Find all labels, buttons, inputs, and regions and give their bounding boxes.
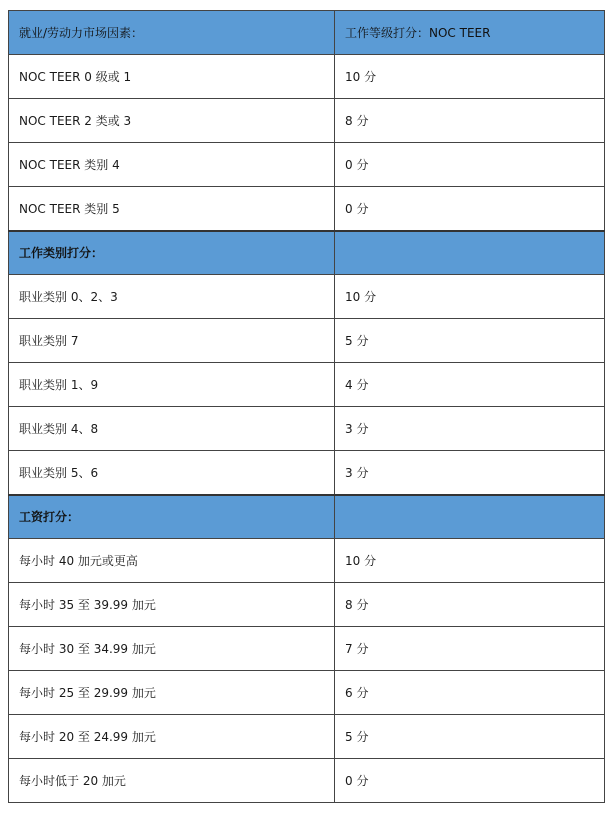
table-row bbox=[9, 99, 605, 143]
table-row bbox=[9, 627, 605, 671]
row-score: 3 分 bbox=[335, 407, 605, 451]
table-row bbox=[9, 187, 605, 231]
row-score: 8 分 bbox=[335, 583, 605, 627]
section-empty-cell bbox=[335, 495, 605, 539]
table-row bbox=[9, 319, 605, 363]
row-label: NOC TEER 2 类或 3 bbox=[9, 99, 335, 143]
row-score: 3 分 bbox=[335, 451, 605, 495]
row-score: 5 分 bbox=[335, 715, 605, 759]
row-label: NOC TEER 类别 5 bbox=[9, 187, 335, 231]
row-label: 每小时 20 至 24.99 加元 bbox=[9, 715, 335, 759]
row-score: 0 分 bbox=[335, 187, 605, 231]
row-label: 每小时 40 加元或更高 bbox=[9, 539, 335, 583]
table-row bbox=[9, 275, 605, 319]
points-table-container bbox=[8, 10, 604, 803]
row-label: 每小时低于 20 加元 bbox=[9, 759, 335, 803]
table-row bbox=[9, 539, 605, 583]
row-label: 职业类别 7 bbox=[9, 319, 335, 363]
row-score: 10 分 bbox=[335, 539, 605, 583]
section-title: 工资打分： bbox=[9, 495, 335, 539]
row-score: 0 分 bbox=[335, 143, 605, 187]
table-row bbox=[9, 363, 605, 407]
table-row bbox=[9, 759, 605, 803]
row-score: 4 分 bbox=[335, 363, 605, 407]
table-row bbox=[9, 55, 605, 99]
row-label: NOC TEER 类别 4 bbox=[9, 143, 335, 187]
table-row bbox=[9, 407, 605, 451]
row-score: 6 分 bbox=[335, 671, 605, 715]
row-score: 7 分 bbox=[335, 627, 605, 671]
table-row bbox=[9, 451, 605, 495]
header-teer-cell: 工作等级打分：NOC TEER bbox=[335, 11, 605, 55]
section-header-wage bbox=[9, 495, 605, 539]
row-label: 职业类别 4、8 bbox=[9, 407, 335, 451]
row-score: 10 分 bbox=[335, 55, 605, 99]
row-label: 每小时 35 至 39.99 加元 bbox=[9, 583, 335, 627]
table-row bbox=[9, 143, 605, 187]
row-label: NOC TEER 0 级或 1 bbox=[9, 55, 335, 99]
header-factor-cell: 就业/劳动力市场因素： bbox=[9, 11, 335, 55]
row-label: 职业类别 5、6 bbox=[9, 451, 335, 495]
section-title: 工作类别打分： bbox=[9, 231, 335, 275]
row-label: 每小时 25 至 29.99 加元 bbox=[9, 671, 335, 715]
table-row bbox=[9, 715, 605, 759]
table-header-row bbox=[9, 11, 605, 55]
section-empty-cell bbox=[335, 231, 605, 275]
row-score: 5 分 bbox=[335, 319, 605, 363]
row-label: 每小时 30 至 34.99 加元 bbox=[9, 627, 335, 671]
row-score: 8 分 bbox=[335, 99, 605, 143]
section-header-job-category bbox=[9, 231, 605, 275]
row-label: 职业类别 1、9 bbox=[9, 363, 335, 407]
row-label: 职业类别 0、2、3 bbox=[9, 275, 335, 319]
table-row bbox=[9, 583, 605, 627]
row-score: 10 分 bbox=[335, 275, 605, 319]
points-table bbox=[8, 10, 605, 803]
table-row bbox=[9, 671, 605, 715]
row-score: 0 分 bbox=[335, 759, 605, 803]
